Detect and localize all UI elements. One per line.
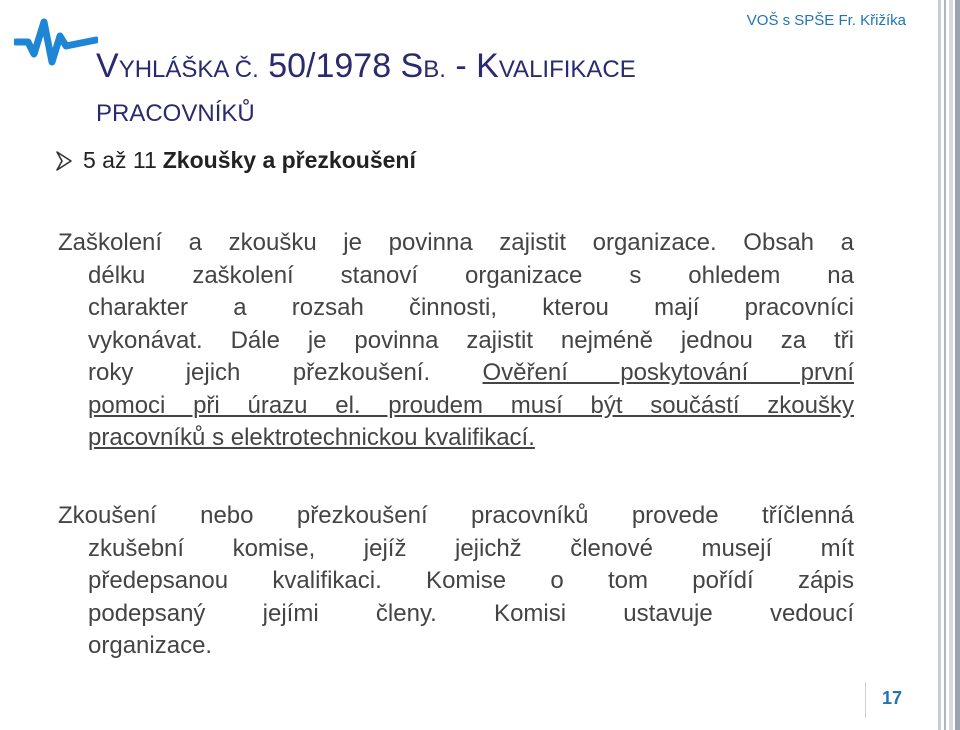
underlined-text: Ověření poskytování první [482, 359, 854, 386]
page-number: 17 [881, 688, 903, 708]
arrow-bullet-icon [55, 150, 73, 172]
paragraph-line: zkušební komise, jejíž jejichž členové musejí mít [88, 534, 854, 562]
section-subheading [55, 147, 416, 174]
paragraph-line: předepsanou kvalifikaci. Komise o tom pořídí zápis [88, 567, 854, 594]
paragraph-line: vykonávat. Dále je povinna zajistit nejméně jednou za tři [88, 326, 854, 354]
title-part: - K [445, 47, 499, 85]
paragraph-line: Zkoušení nebo přezkoušení pracovníků provede tříčlenná [58, 502, 854, 529]
wave-logo-icon [14, 14, 98, 72]
title-line-2: PRACOVNÍKŮ [96, 100, 255, 127]
title-part: YHLÁŠKA Č. [118, 56, 259, 83]
subheading-bold: Zkoušky a přezkoušení [162, 147, 416, 173]
page-title [96, 44, 796, 136]
paragraph-line: Zaškolení a zkoušku je povinna zajistit organizace. Obsah a [58, 229, 854, 256]
underlined-line: pomoci při úrazu el. proudem musí být součástí zkoušky [88, 391, 854, 419]
paragraph-line: charakter a rozsah činnosti, kterou mají pracovníci [88, 294, 854, 321]
underlined-line: pracovníků s elektrotechnickou kvalifikací. [88, 424, 535, 451]
paragraph-1 [58, 227, 854, 455]
paragraph-text: roky jejich přezkoušení. [88, 359, 483, 386]
subheading-prefix: 5 až 11 [83, 147, 157, 173]
title-part: 50/1978 S [258, 47, 424, 85]
title-part: V [96, 47, 119, 85]
paragraph-line: podepsaný jejími členy. Komisi ustavuje vedoucí [88, 599, 854, 627]
title-part: B. [423, 56, 446, 83]
paragraph-2 [58, 500, 854, 663]
paragraph-line: délku zaškolení stanoví organizace s ohledem na [88, 261, 854, 289]
paragraph-line: organizace. [88, 632, 213, 659]
title-part: VALIFIKACE [498, 56, 636, 83]
paragraph-line [58, 357, 854, 390]
decorative-edge-stripes [932, 0, 960, 730]
organization-header: VOŠ s SPŠE Fr. Křižíka [746, 12, 906, 29]
